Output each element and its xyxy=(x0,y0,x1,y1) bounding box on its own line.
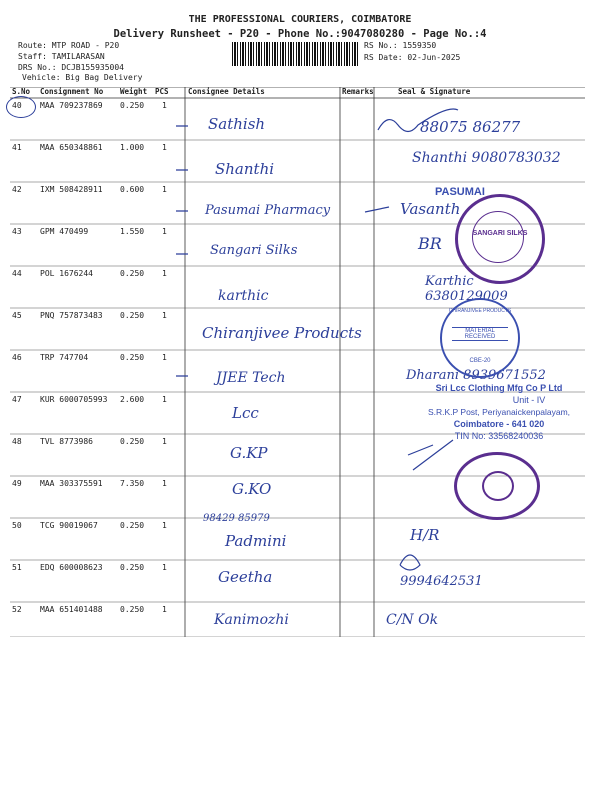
row-sno: 47 xyxy=(12,395,22,404)
row-weight: 0.250 xyxy=(120,269,145,278)
drs-info: DRS No.: DCJB155935004 xyxy=(18,63,124,72)
row-weight: 0.250 xyxy=(120,437,145,446)
handwritten-name: Kanimozhi xyxy=(214,612,289,628)
handwritten-name: Shanthi xyxy=(215,160,275,178)
handwritten-name: G.KO xyxy=(232,480,272,498)
row-pcs: 1 xyxy=(162,143,167,152)
chiranjivee-stamp-bot: CBE-20 xyxy=(469,358,491,364)
row-pcs: 1 xyxy=(162,605,167,614)
handwritten-name: Sathish xyxy=(208,115,266,133)
clothing-stamp-line: Unit - IV xyxy=(512,395,546,405)
row-consignment-no: MAA 651401488 xyxy=(40,605,103,614)
row-sno: 50 xyxy=(12,521,22,530)
signature: 88075 86277 xyxy=(420,118,521,136)
signature: Vasanth xyxy=(400,200,461,218)
row-pcs: 1 xyxy=(162,101,167,110)
row-weight: 0.250 xyxy=(120,605,145,614)
company-title: THE PROFESSIONAL COURIERS, COIMBATORE xyxy=(188,14,412,25)
school-stamp xyxy=(454,452,540,520)
row-consignment-no: TRP 747704 xyxy=(40,353,89,362)
sangari-stamp xyxy=(455,194,545,284)
row-sno: 45 xyxy=(12,311,22,320)
row-pcs: 1 xyxy=(162,185,167,194)
rs-date: RS Date: 02-Jun-2025 xyxy=(364,53,461,62)
row-pcs: 1 xyxy=(162,227,167,236)
row-pcs: 1 xyxy=(162,437,167,446)
row-sno: 49 xyxy=(12,479,22,488)
row-weight: 7.350 xyxy=(120,479,145,488)
handwritten-name: Padmini xyxy=(225,532,287,550)
row-sno: 42 xyxy=(12,185,22,194)
col-sno: S.No xyxy=(12,87,31,96)
chiranjivee-stamp-top: CHIRANJIVEE PRODUCTS xyxy=(448,308,512,314)
row-weight: 0.250 xyxy=(120,353,145,362)
row-consignment-no: EDQ 600008623 xyxy=(40,563,103,572)
signature: H/R xyxy=(410,526,440,544)
handwritten-name: Lcc xyxy=(232,404,259,422)
pasumai-stamp: PASUMAI xyxy=(435,186,485,198)
row-weight: 0.250 xyxy=(120,101,145,110)
signature: BR xyxy=(418,234,442,253)
row-consignment-no: TCG 90019067 xyxy=(40,521,98,530)
row-consignment-no: PNQ 757873483 xyxy=(40,311,103,320)
row-pcs: 1 xyxy=(162,563,167,572)
col-remarks: Remarks xyxy=(342,87,374,96)
route-info: Route: MTP ROAD - P20 xyxy=(18,41,120,50)
row-weight: 0.600 xyxy=(120,185,145,194)
col-seal: Seal & Signature xyxy=(398,87,471,96)
handwritten-name: JJEE Tech xyxy=(216,370,286,386)
row-pcs: 1 xyxy=(162,353,167,362)
handwritten-name: Chiranjivee Products xyxy=(202,324,362,342)
handwritten-name: G.KP xyxy=(230,444,268,462)
circle-mark xyxy=(6,96,36,118)
row-consignment-no: IXM 508428911 xyxy=(40,185,103,194)
row-consignment-no: TVL 8773986 xyxy=(40,437,93,446)
chiranjivee-stamp xyxy=(440,298,520,378)
col-weight: Weight xyxy=(120,87,148,96)
row-sno: 40 xyxy=(12,101,22,110)
row-weight: 0.250 xyxy=(120,521,145,530)
runsheet-subtitle: Delivery Runsheet - P20 - Phone No.:9047080280 - Page No.:4 xyxy=(113,28,487,40)
signature: Karthic 6380129009 xyxy=(425,274,508,304)
row-weight: 1.000 xyxy=(120,143,145,152)
staff-info: Staff: TAMILARASAN xyxy=(18,52,105,61)
handwritten-name: karthic xyxy=(218,288,269,304)
handwritten-name: Pasumai Pharmacy xyxy=(205,203,331,218)
row-weight: 1.550 xyxy=(120,227,145,236)
row-consignment-no: KUR 6000705993 xyxy=(40,395,108,404)
clothing-stamp-line: Coimbatore - 641 020 xyxy=(453,419,545,429)
row-pcs: 1 xyxy=(162,311,167,320)
row-pcs: 1 xyxy=(162,395,167,404)
row-consignment-no: MAA 650348861 xyxy=(40,143,103,152)
row-consignment-no: MAA 303375591 xyxy=(40,479,103,488)
row-consignment-no: MAA 709237869 xyxy=(40,101,103,110)
clothing-stamp-line: S.R.K.P Post, Periyanaickenpalayam, xyxy=(427,407,571,417)
row-weight: 0.250 xyxy=(120,563,145,572)
row-sno: 43 xyxy=(12,227,22,236)
barcode xyxy=(232,42,360,66)
handwritten-phone: 98429 85979 xyxy=(203,513,270,524)
rs-number: RS No.: 1559350 xyxy=(364,41,437,50)
row-sno: 46 xyxy=(12,353,22,362)
signature: C/N Ok xyxy=(386,612,439,628)
row-consignment-no: GPM 470499 xyxy=(40,227,89,236)
row-pcs: 1 xyxy=(162,521,167,530)
col-consignee: Consignee Details xyxy=(188,87,265,96)
col-pcs: PCS xyxy=(155,87,169,96)
chiranjivee-stamp-mid: MATERIAL RECEIVED xyxy=(452,327,508,341)
clothing-stamp-line: Sri Lcc Clothing Mfg Co P Ltd xyxy=(435,383,563,393)
row-sno: 51 xyxy=(12,563,22,572)
handwritten-name: Geetha xyxy=(218,568,273,586)
row-pcs: 1 xyxy=(162,269,167,278)
clothing-company-stamp xyxy=(404,382,594,442)
row-sno: 44 xyxy=(12,269,22,278)
vehicle-info: Vehicle: Big Bag Delivery xyxy=(22,73,143,82)
row-pcs: 1 xyxy=(162,479,167,488)
handwritten-name: Sangari Silks xyxy=(210,243,298,258)
row-sno: 48 xyxy=(12,437,22,446)
signature: Dharani 8939671552 xyxy=(406,368,546,383)
signature: Shanthi 9080783032 xyxy=(412,150,561,166)
row-weight: 0.250 xyxy=(120,311,145,320)
row-consignment-no: POL 1676244 xyxy=(40,269,93,278)
signature: 9994642531 xyxy=(400,574,483,589)
sangari-stamp-text: SANGARI SILKS xyxy=(472,230,528,237)
row-sno: 52 xyxy=(12,605,22,614)
col-consignment: Consignment No xyxy=(40,87,104,96)
row-sno: 41 xyxy=(12,143,22,152)
clothing-stamp-line: TIN No: 33568240036 xyxy=(454,431,544,441)
row-weight: 2.600 xyxy=(120,395,145,404)
